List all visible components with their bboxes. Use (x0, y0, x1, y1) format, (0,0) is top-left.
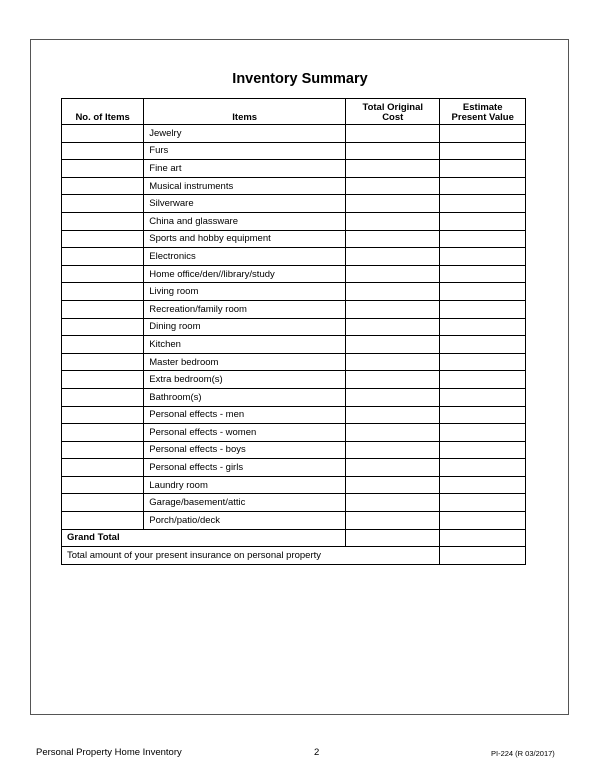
present-value-cell[interactable] (440, 336, 526, 354)
grand-total-label: Grand Total (62, 529, 346, 547)
no-of-items-cell[interactable] (62, 336, 144, 354)
no-of-items-cell[interactable] (62, 212, 144, 230)
no-of-items-cell[interactable] (62, 424, 144, 442)
item-label: Silverware (144, 195, 346, 213)
item-label: Personal effects - women (144, 424, 346, 442)
item-label: Kitchen (144, 336, 346, 354)
present-value-cell[interactable] (440, 195, 526, 213)
present-value-cell[interactable] (440, 459, 526, 477)
original-cost-cell[interactable] (346, 300, 440, 318)
item-label: Garage/basement/attic (144, 494, 346, 512)
present-value-cell[interactable] (440, 300, 526, 318)
original-cost-cell[interactable] (346, 248, 440, 266)
no-of-items-cell[interactable] (62, 125, 144, 143)
grand-total-row (62, 529, 526, 547)
item-label: Home office/den//library/study (144, 265, 346, 283)
table-row (62, 212, 526, 230)
header-total-original-cost: Total Original Cost (346, 99, 440, 125)
table-row (62, 441, 526, 459)
header-estimate-present-value: Estimate Present Value (440, 99, 526, 125)
table-row (62, 177, 526, 195)
table-row (62, 494, 526, 512)
table-row (62, 195, 526, 213)
no-of-items-cell[interactable] (62, 230, 144, 248)
no-of-items-cell[interactable] (62, 265, 144, 283)
original-cost-cell[interactable] (346, 283, 440, 301)
table-row (62, 459, 526, 477)
present-value-cell[interactable] (440, 318, 526, 336)
insurance-total-label: Total amount of your present insurance on personal property (62, 547, 440, 565)
original-cost-cell[interactable] (346, 494, 440, 512)
original-cost-cell[interactable] (346, 142, 440, 160)
original-cost-cell[interactable] (346, 336, 440, 354)
header-items: Items (144, 99, 346, 125)
no-of-items-cell[interactable] (62, 177, 144, 195)
present-value-cell[interactable] (440, 476, 526, 494)
footer-form-id: PI-224 (R 03/2017) (491, 749, 555, 758)
original-cost-cell[interactable] (346, 353, 440, 371)
original-cost-cell[interactable] (346, 512, 440, 530)
present-value-cell[interactable] (440, 441, 526, 459)
no-of-items-cell[interactable] (62, 512, 144, 530)
page-title: Inventory Summary (232, 71, 368, 87)
present-value-cell[interactable] (440, 353, 526, 371)
item-label: Porch/patio/deck (144, 512, 346, 530)
item-label: Musical instruments (144, 177, 346, 195)
present-value-cell[interactable] (440, 388, 526, 406)
table-row (62, 476, 526, 494)
item-label: Recreation/family room (144, 300, 346, 318)
table-row (62, 265, 526, 283)
present-value-cell[interactable] (440, 283, 526, 301)
item-label: Extra bedroom(s) (144, 371, 346, 389)
original-cost-cell[interactable] (346, 476, 440, 494)
insurance-total-cell[interactable] (440, 547, 526, 565)
present-value-cell[interactable] (440, 494, 526, 512)
table-row (62, 142, 526, 160)
present-value-cell[interactable] (440, 142, 526, 160)
item-label: Sports and hobby equipment (144, 230, 346, 248)
grand-total-value-cell[interactable] (440, 529, 526, 547)
table-row (62, 512, 526, 530)
table-row (62, 318, 526, 336)
no-of-items-cell[interactable] (62, 494, 144, 512)
table-row (62, 125, 526, 143)
no-of-items-cell[interactable] (62, 476, 144, 494)
item-label: Jewelry (144, 125, 346, 143)
item-label: Personal effects - girls (144, 459, 346, 477)
table-row (62, 230, 526, 248)
table-row (62, 353, 526, 371)
inventory-summary-table (61, 98, 526, 565)
no-of-items-cell[interactable] (62, 406, 144, 424)
present-value-cell[interactable] (440, 512, 526, 530)
original-cost-cell[interactable] (346, 265, 440, 283)
present-value-cell[interactable] (440, 177, 526, 195)
no-of-items-cell[interactable] (62, 388, 144, 406)
table-row (62, 371, 526, 389)
footer-page-number: 2 (314, 747, 320, 758)
original-cost-cell[interactable] (346, 212, 440, 230)
table-row (62, 248, 526, 266)
item-label: Dining room (144, 318, 346, 336)
original-cost-cell[interactable] (346, 388, 440, 406)
original-cost-cell[interactable] (346, 177, 440, 195)
original-cost-cell[interactable] (346, 160, 440, 178)
table-row (62, 283, 526, 301)
item-label: Personal effects - boys (144, 441, 346, 459)
present-value-cell[interactable] (440, 125, 526, 143)
original-cost-cell[interactable] (346, 406, 440, 424)
original-cost-cell[interactable] (346, 125, 440, 143)
no-of-items-cell[interactable] (62, 300, 144, 318)
no-of-items-cell[interactable] (62, 371, 144, 389)
insurance-total-row (62, 547, 526, 565)
item-label: Living room (144, 283, 346, 301)
table-row (62, 406, 526, 424)
no-of-items-cell[interactable] (62, 142, 144, 160)
inventory-rows (62, 125, 526, 530)
no-of-items-cell[interactable] (62, 318, 144, 336)
original-cost-cell[interactable] (346, 459, 440, 477)
present-value-cell[interactable] (440, 265, 526, 283)
present-value-cell[interactable] (440, 406, 526, 424)
table-row (62, 388, 526, 406)
header-no-of-items: No. of Items (62, 99, 144, 125)
no-of-items-cell[interactable] (62, 195, 144, 213)
present-value-cell[interactable] (440, 248, 526, 266)
present-value-cell[interactable] (440, 371, 526, 389)
item-label: Furs (144, 142, 346, 160)
present-value-cell[interactable] (440, 160, 526, 178)
item-label: Personal effects - men (144, 406, 346, 424)
table-row (62, 160, 526, 178)
original-cost-cell[interactable] (346, 195, 440, 213)
footer-doc-title: Personal Property Home Inventory (36, 747, 182, 758)
table-row (62, 336, 526, 354)
no-of-items-cell[interactable] (62, 160, 144, 178)
no-of-items-cell[interactable] (62, 441, 144, 459)
original-cost-cell[interactable] (346, 371, 440, 389)
item-label: Bathroom(s) (144, 388, 346, 406)
no-of-items-cell[interactable] (62, 248, 144, 266)
no-of-items-cell[interactable] (62, 353, 144, 371)
present-value-cell[interactable] (440, 230, 526, 248)
original-cost-cell[interactable] (346, 230, 440, 248)
original-cost-cell[interactable] (346, 318, 440, 336)
original-cost-cell[interactable] (346, 424, 440, 442)
present-value-cell[interactable] (440, 424, 526, 442)
item-label: Electronics (144, 248, 346, 266)
no-of-items-cell[interactable] (62, 459, 144, 477)
item-label: Laundry room (144, 476, 346, 494)
table-row (62, 300, 526, 318)
item-label: Fine art (144, 160, 346, 178)
original-cost-cell[interactable] (346, 441, 440, 459)
no-of-items-cell[interactable] (62, 283, 144, 301)
table-header-row (62, 99, 526, 125)
present-value-cell[interactable] (440, 212, 526, 230)
table-row (62, 424, 526, 442)
item-label: China and glassware (144, 212, 346, 230)
item-label: Master bedroom (144, 353, 346, 371)
grand-total-cost-cell[interactable] (346, 529, 440, 547)
